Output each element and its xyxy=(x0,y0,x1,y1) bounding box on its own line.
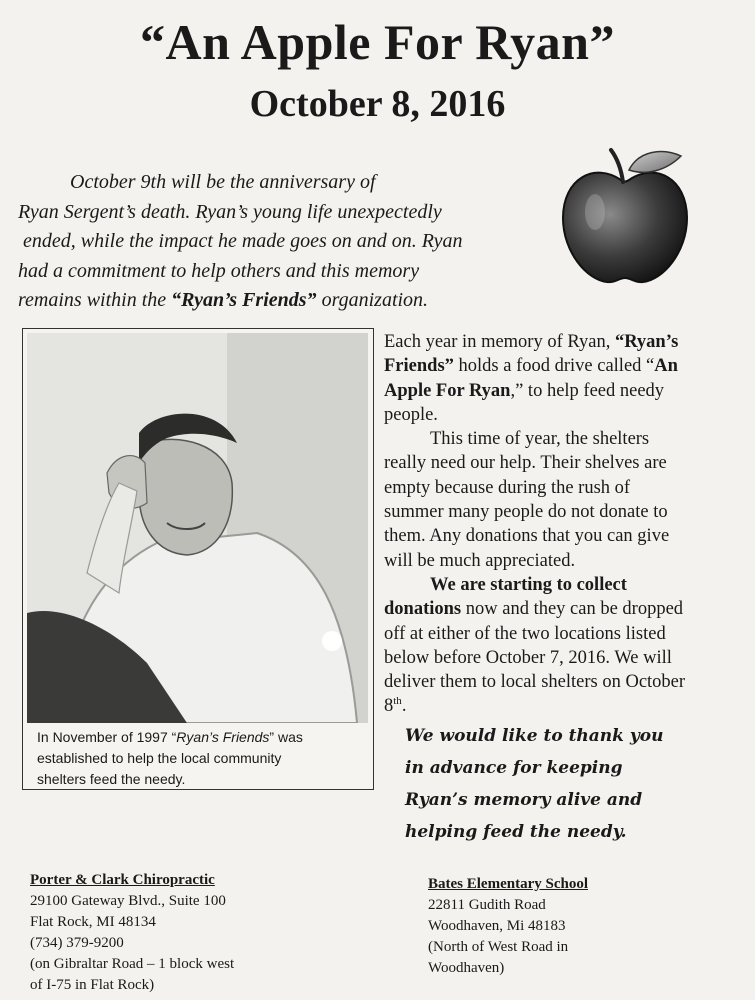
intro-line: had a commitment to help others and this memory xyxy=(18,259,420,282)
body-line: people. xyxy=(384,404,438,425)
body-line: them. Any donations that you can give xyxy=(384,526,670,547)
thank-you-message xyxy=(405,720,735,848)
body-line: summer many people do not donate to xyxy=(384,502,668,523)
body-line: Apple For Ryan,” to help feed needy xyxy=(384,380,665,401)
body-line: below before October 7, 2016. We will xyxy=(384,647,672,668)
thanks-line: We would like to thank you xyxy=(405,726,664,746)
location-bates-elementary xyxy=(428,874,588,979)
body-line: deliver them to local shelters on October xyxy=(384,672,686,693)
body-line: This time of year, the shelters xyxy=(430,429,650,450)
address-line: of I-75 in Flat Rock) xyxy=(30,977,155,993)
body-line: off at either of the two locations listed xyxy=(384,623,666,644)
body-line: 8th. xyxy=(384,695,407,717)
address-line: 29100 Gateway Blvd., Suite 100 xyxy=(30,893,226,909)
location-name: Bates Elementary School xyxy=(428,876,588,892)
photo-caption xyxy=(37,727,367,790)
thanks-line: helping feed the needy. xyxy=(405,822,627,842)
caption-line: In November of 1997 “Ryan’s Friends” was xyxy=(37,729,303,745)
apple-icon xyxy=(555,140,695,290)
location-name: Porter & Clark Chiropractic xyxy=(30,872,215,888)
intro-line: ended, while the impact he made goes on and on. Ryan xyxy=(23,230,463,252)
address-line: Woodhaven, Mi 48183 xyxy=(428,918,566,934)
thanks-line: in advance for keeping xyxy=(405,758,623,778)
location-porter-clark xyxy=(30,870,234,996)
address-line: Flat Rock, MI 48134 xyxy=(30,914,156,930)
body-copy xyxy=(384,330,724,719)
phone-number: (734) 379-9200 xyxy=(30,935,124,951)
intro-paragraph xyxy=(18,168,558,316)
body-line: We are starting to collect xyxy=(430,574,627,595)
body-line: will be much appreciated. xyxy=(384,550,576,571)
address-line: (on Gibraltar Road – 1 block west xyxy=(30,956,235,972)
thanks-line: Ryan’s memory alive and xyxy=(405,790,643,810)
body-line: Each year in memory of Ryan, “Ryan’s xyxy=(384,332,679,352)
event-date: October 8, 2016 xyxy=(249,83,506,125)
address-line: (North of West Road in xyxy=(428,939,569,955)
body-line: really need our help. Their shelves are xyxy=(384,453,667,474)
address-line: 22811 Gudith Road xyxy=(428,897,546,913)
intro-line: October 9th will be the anniversary of xyxy=(70,171,376,193)
caption-line: shelters feed the needy. xyxy=(37,771,186,787)
address-line: Woodhaven) xyxy=(428,960,505,976)
body-line: donations now and they can be dropped xyxy=(384,599,684,620)
body-line: Friends” holds a food drive called “An xyxy=(384,356,678,377)
portrait-photo xyxy=(27,333,368,723)
photo-frame xyxy=(22,328,374,790)
intro-line: remains within the “Ryan’s Friends” organization. xyxy=(18,289,429,311)
body-line: empty because during the rush of xyxy=(384,477,631,498)
intro-line: Ryan Sergent’s death. Ryan’s young life unexpectedly xyxy=(18,200,442,223)
caption-line: established to help the local community xyxy=(37,750,282,766)
flyer-title: “An Apple For Ryan” xyxy=(140,14,615,70)
